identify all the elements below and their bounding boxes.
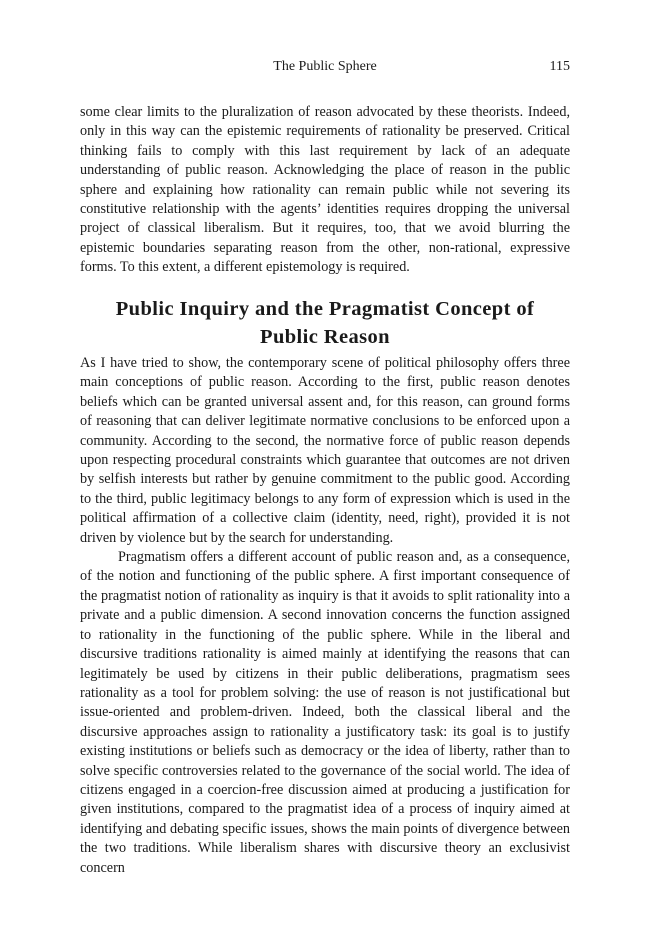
running-title: The Public Sphere	[273, 59, 377, 74]
paragraph: As I have tried to show, the contemporary scene of political philosophy offers three main conceptions of public reason. According to the first, public reason denotes beliefs which can be granted universal assent and, for this reason, can ground forms of reasoning that can deliver legitimate normative conclusions to be enforced upon a community. According to the second, the normative force of public reason depends upon respecting procedural constraints which guarantee that outcomes are not driven by selfish interests but rather by genuine commitment to the public good. According to the third, public legitimacy belongs to any form of expression which is used in the political affirmation of a collective claim (identity, need, right), provided it is not driven by violence but by the search for understanding.	[80, 355, 570, 546]
body-text-section	[80, 354, 570, 878]
section-heading	[80, 295, 570, 351]
section-heading-line-1: Public Inquiry and the Pragmatist Concept of	[115, 298, 535, 320]
page-number: 115	[549, 59, 570, 74]
body-text-top	[80, 103, 570, 278]
section-heading-line-2: Public Reason	[260, 326, 390, 348]
paragraph: some clear limits to the pluralization of reason advocated by these theorists. Indeed, only in this way can the epistemic requirements of rationality be preserved. Critical thinking fails to comply with this last requirement by lack of an adequate understanding of public reason. Acknowledging the place of reason in the public sphere and explaining how rationality can remain public while not severing its constitutive relationship with the agents’ identities requires dropping the universal project of classical liberalism. But it requires, too, that we avoid blurring the epistemic boundaries separating reason from the other, non-rational, expressive forms. To this extent, a different epistemology is required.	[80, 104, 570, 276]
paragraph: Pragmatism offers a different account of public reason and, as a consequence, of the notion and functioning of the public sphere. A first important consequence of the pragmatist notion of rationality as inquiry is that it avoids to split rationality into a private and a public dimension. A second innovation concerns the function assigned to rationality in the functioning of the public sphere. While in the liberal and discursive traditions rationality is aimed mainly at identifying the reasons that can legitimately be used by citizens in their public deliberations, pragmatism sees rationality as a tool for problem solving: the use of reason is not justificational but issue-oriented and problem-driven. Indeed, both the classical liberal and the discursive approaches assign to rationality a justificatory task: its goal is to justify existing institutions or beliefs such as democracy or the idea of liberty, rather than to solve specific controversies related to the governance of the social world. The idea of citizens engaged in a coercion-free discussion aimed at producing a justification for given institutions, compared to the pragmatist idea of a process of inquiry aimed at identifying and debating specific issues, shows the main points of divergence between the two traditions. While liberalism shares with discursive theory an exclusivist concern	[80, 549, 570, 876]
